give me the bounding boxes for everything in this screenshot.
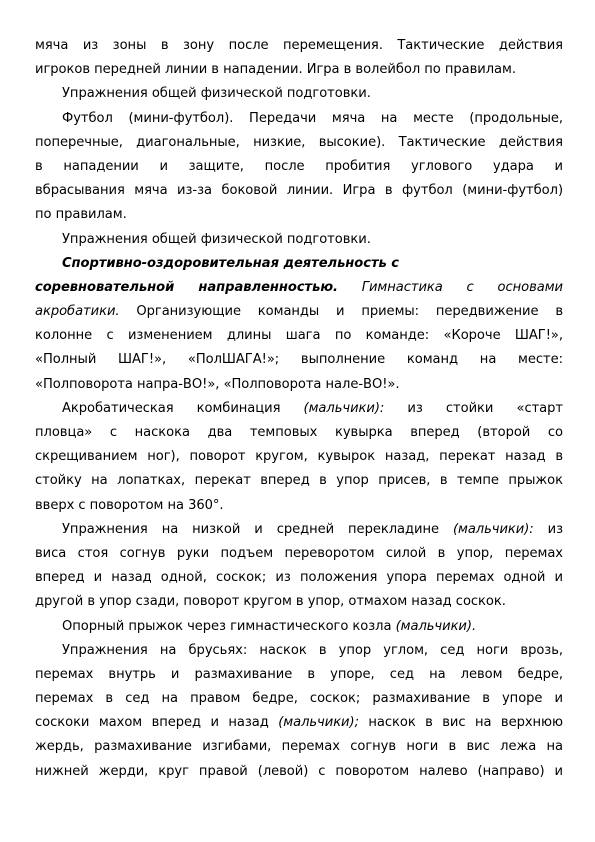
text-run: другой в упор сзади, поворот кругом в упор, отмахом назад соскок. [35, 594, 506, 610]
text-line [35, 542, 563, 566]
text-run: наскок в вис на верхнюю [358, 715, 563, 731]
italic-text-run: Гимнастика с основами [337, 279, 563, 295]
text-run: Упражнения на низкой и средней перекладине [62, 521, 453, 537]
text-run: поперечные, диагональные, низкие, высокие). Тактические действия [35, 134, 563, 150]
text-run: игроков передней линии в нападении. Игра в волейбол по правилам. [35, 62, 516, 78]
document-body [35, 34, 563, 784]
text-line [35, 34, 563, 58]
text-line [35, 494, 563, 518]
text-run: вбрасывания мяча из-за боковой линии. Игра в футбол (мини-футбол) [35, 183, 563, 199]
text-run: по правилам. [35, 207, 127, 223]
text-line [35, 252, 563, 276]
text-run: перемах внутрь и размахивание в упоре, сед на левом бедре, [35, 666, 563, 682]
text-line [35, 421, 563, 445]
text-line [35, 179, 563, 203]
text-run: из стойки «старт [384, 400, 563, 416]
text-run: перемах в сед на правом бедре, соскок; размахивание в упоре и [35, 691, 563, 707]
text-line [35, 276, 563, 300]
text-line [35, 663, 563, 687]
text-run: из [533, 521, 564, 537]
text-run: виса стоя согнув руки подъем переворотом силой в упор, перемах [35, 545, 563, 561]
text-line [35, 300, 563, 324]
text-line [35, 735, 563, 759]
text-run: колонне с изменением длины шага по команде: «Короче ШАГ!», [35, 328, 563, 344]
text-run: Организующие команды и приемы: передвижение в [119, 304, 563, 320]
text-run: скрещиванием ног), поворот кругом, кувырок назад, перекат назад в [35, 449, 563, 465]
text-line [35, 687, 563, 711]
bold-italic-text-run: соревновательной направленностью. [35, 279, 338, 295]
text-line [35, 373, 563, 397]
text-line [35, 760, 563, 784]
text-run: «Полповорота напра-ВО!», «Полповорота нале-ВО!». [35, 376, 400, 392]
text-line [35, 566, 563, 590]
text-line [35, 615, 563, 639]
italic-text-run: (мальчики): [452, 521, 534, 537]
text-line [35, 203, 563, 227]
text-run: в нападении и защите, после пробития углового удара и [35, 158, 563, 174]
text-run: стойку на лопатках, перекат вперед в упор присев, в темпе прыжок [35, 473, 563, 489]
text-run: соскоки махом вперед и назад [35, 715, 279, 731]
text-run: Опорный прыжок через гимнастического козла [62, 618, 396, 634]
text-line [35, 590, 563, 614]
text-run: Упражнения на брусьях: наскок в упор углом, сед ноги врозь, [62, 642, 563, 658]
text-line [35, 155, 563, 179]
italic-text-run: (мальчики). [395, 618, 477, 634]
text-line [35, 469, 563, 493]
text-line [35, 518, 563, 542]
text-run: Упражнения общей физической подготовки. [62, 86, 371, 102]
italic-text-run: (мальчики): [303, 400, 385, 416]
text-line [35, 107, 563, 131]
text-run: жердь, размахивание изгибами, перемах согнув ноги в вис лежа на [35, 739, 563, 755]
text-run: Акробатическая комбинация [62, 400, 304, 416]
text-run: Футбол (мини-футбол). Передачи мяча на месте (продольные, [62, 110, 563, 126]
text-line [35, 397, 563, 421]
text-line [35, 58, 563, 82]
text-line [35, 445, 563, 469]
text-run: вверх с поворотом на 360°. [35, 497, 224, 513]
text-line [35, 348, 563, 372]
text-run: Упражнения общей физической подготовки. [62, 231, 371, 247]
text-line [35, 131, 563, 155]
text-line [35, 324, 563, 348]
text-line [35, 711, 563, 735]
text-run: нижней жерди, круг правой (левой) с поворотом налево (направо) и [35, 763, 563, 779]
text-run: вперед и назад одной, соскок; из положения упора перемах одной и [35, 570, 563, 586]
text-line [35, 228, 563, 252]
italic-text-run: (мальчики); [278, 715, 359, 731]
text-run: «Полный ШАГ!», «ПолШАГА!»; выполнение команд на месте: [35, 352, 563, 368]
text-run: пловца» с наскока два темповых кувырка вперед (второй со [35, 425, 563, 440]
text-line [35, 639, 563, 663]
text-line [35, 82, 563, 106]
italic-text-run: акробатики. [35, 304, 120, 320]
text-run: мяча из зоны в зону после перемещения. Тактические действия [35, 38, 563, 53]
bold-italic-text-run: Спортивно-оздоровительная деятельность с [62, 255, 399, 271]
